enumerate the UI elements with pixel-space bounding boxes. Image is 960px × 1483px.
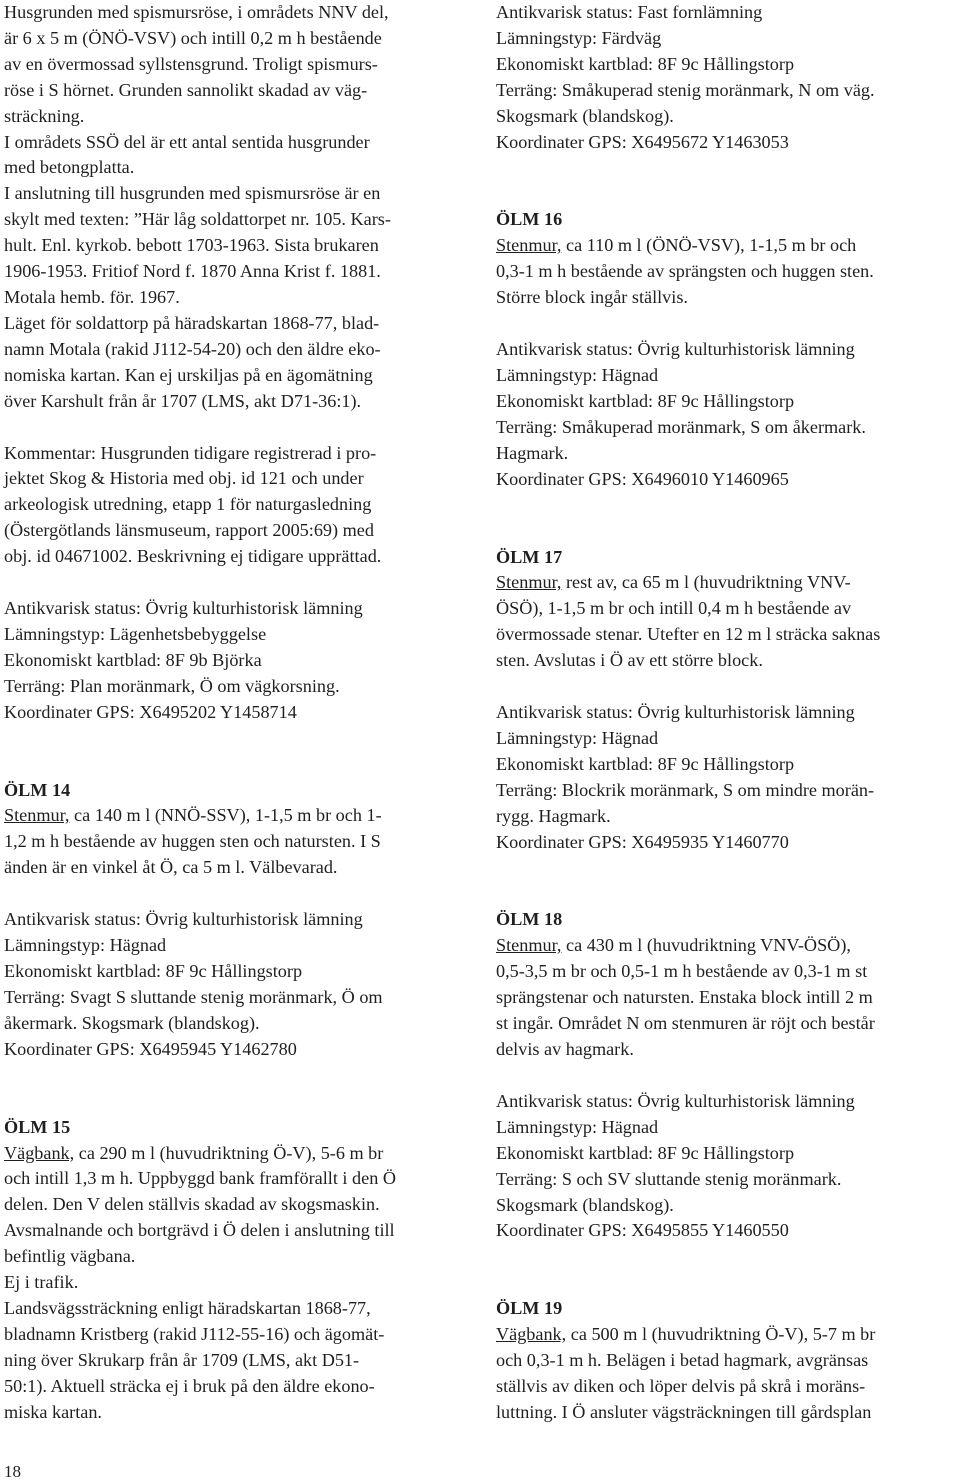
meta-line: Antikvarisk status: Övrig kulturhistorisk lämning	[4, 909, 363, 930]
text-line	[496, 570, 958, 596]
text-line: I anslutning till husgrunden med spismursröse är en	[4, 183, 381, 204]
entry-olm17	[496, 545, 958, 856]
feature-type: Vägbank,	[4, 1142, 75, 1163]
meta-line: Koordinater GPS: X6495945 Y1462780	[4, 1038, 297, 1059]
text-line: delen. Den V delen ställvis skadad av skogsmaskin.	[4, 1194, 380, 1215]
meta-line: Koordinater GPS: X6495855 Y1460550	[496, 1220, 789, 1241]
text-line	[496, 233, 958, 259]
meta-line: Terräng: Blockrik moränmark, S om mindre morän-	[496, 779, 875, 800]
meta-line: Ekonomiskt kartblad: 8F 9c Hållingstorp	[496, 390, 795, 411]
text-fragment: rest av, ca 65 m l (huvudriktning VNV-	[561, 572, 851, 593]
text-line: 1,2 m h bestående av huggen sten och natursten. I S	[4, 831, 381, 852]
text-line: befintlig vägbana.	[4, 1246, 136, 1267]
meta-line: Ekonomiskt kartblad: 8F 9c Hållingstorp	[496, 53, 795, 74]
text-line: ÖSÖ), 1-1,5 m br och intill 0,4 m h bestående av	[496, 598, 852, 619]
meta-line: Skogsmark (blandskog).	[496, 1194, 674, 1215]
text-line: sprängstenar och natursten. Enstaka block intill 2 m	[496, 987, 873, 1008]
entry-heading: ÖLM 16	[496, 209, 563, 230]
meta-line: Lämningstyp: Hägnad	[4, 935, 167, 956]
text-line: över Karshult från år 1707 (LMS, akt D71-36:1).	[4, 390, 362, 411]
text-line: och intill 1,3 m h. Uppbyggd bank framförallt i den Ö	[4, 1168, 396, 1189]
text-line: st ingår. Området N om stenmuren är röjt och består	[496, 1013, 875, 1034]
text-line: röse i S hörnet. Grunden sannolikt skadad av väg-	[4, 79, 368, 100]
text-line: Motala hemb. för. 1967.	[4, 286, 180, 307]
meta-line: Koordinater GPS: X6495672 Y1463053	[496, 131, 789, 152]
text-line: av en övermossad syllstensgrund. Troligt spismurs-	[4, 53, 378, 74]
text-line: 0,3-1 m h bestående av sprängsten och huggen sten.	[496, 261, 874, 282]
intro-description	[4, 0, 459, 415]
text-line: med betongplatta.	[4, 157, 135, 178]
text-line: sten. Avslutas i Ö av ett större block.	[496, 650, 763, 671]
text-line: miska kartan.	[4, 1401, 102, 1422]
meta-line: Koordinater GPS: X6495202 Y1458714	[4, 701, 297, 722]
meta-line: Terräng: S och SV sluttande stenig moränmark.	[496, 1168, 842, 1189]
text-line: ställvis av diken och löper delvis på skrå i moräns-	[496, 1376, 866, 1397]
meta-line: Ekonomiskt kartblad: 8F 9c Hållingstorp	[496, 753, 795, 774]
meta-line: Terräng: Svagt S sluttande stenig moränmark, Ö om	[4, 986, 383, 1007]
meta-line: rygg. Hagmark.	[496, 805, 611, 826]
text-line: skylt med texten: ”Här låg soldattorpet nr. 105. Kars-	[4, 209, 391, 230]
text-line: bladnamn Kristberg (rakid J112-55-16) och ägomät-	[4, 1323, 385, 1344]
entry-olm19	[496, 1296, 958, 1426]
text-fragment: ca 140 m l (NNÖ-SSV), 1-1,5 m br och 1-	[69, 805, 382, 826]
text-line: luttning. I Ö ansluter vägsträckningen till gårdsplan	[496, 1401, 872, 1422]
text-line: 50:1). Aktuell sträcka ej i bruk på den äldre ekono-	[4, 1375, 375, 1396]
meta-line: Ekonomiskt kartblad: 8F 9c Hållingstorp	[496, 1142, 795, 1163]
meta-line: åkermark. Skogsmark (blandskog).	[4, 1012, 260, 1033]
entry-olm14	[4, 778, 459, 1063]
text-line: Husgrunden med spismursröse, i områdets NNV del,	[4, 2, 389, 22]
text-line: Kommentar: Husgrunden tidigare registrerad i pro-	[4, 442, 377, 463]
text-line: (Östergötlands länsmuseum, rapport 2005:69) med	[4, 520, 374, 541]
feature-type: Stenmur,	[4, 805, 70, 826]
text-line: Större block ingår ställvis.	[496, 287, 688, 308]
entry-olm15	[4, 1115, 459, 1426]
text-line	[496, 1322, 958, 1348]
entry-heading: ÖLM 14	[4, 779, 71, 800]
text-line: nomiska kartan. Kan ej urskiljas på en ägomätning	[4, 364, 373, 385]
text-line	[4, 1141, 459, 1167]
meta-block-olm15	[496, 0, 958, 155]
meta-line: Koordinater GPS: X6496010 Y1460965	[496, 468, 789, 489]
text-fragment: ca 110 m l (ÖNÖ-VSV), 1-1,5 m br och	[561, 235, 857, 256]
meta-line: Ekonomiskt kartblad: 8F 9c Hållingstorp	[4, 961, 303, 981]
meta-line: Lämningstyp: Lägenhetsbebyggelse	[4, 623, 267, 644]
text-line: änden är en vinkel åt Ö, ca 5 m l. Välbevarad.	[4, 857, 338, 878]
meta-line: Koordinater GPS: X6495935 Y1460770	[496, 831, 789, 852]
page-number: 18	[4, 1462, 21, 1481]
text-line: 0,5-3,5 m br och 0,5-1 m h bestående av 0,3-1 m st	[496, 961, 868, 982]
meta-line: Hagmark.	[496, 442, 569, 463]
meta-line: Terräng: Småkuperad stenig moränmark, N om väg.	[496, 79, 875, 100]
feature-type: Stenmur,	[496, 235, 562, 256]
entry-heading: ÖLM 15	[4, 1116, 71, 1137]
text-line: och 0,3-1 m h. Belägen i betad hagmark, avgränsas	[496, 1350, 869, 1371]
text-line: delvis av hagmark.	[496, 1039, 634, 1059]
text-line: Läget för soldattorp på häradskartan 1868-77, blad-	[4, 312, 380, 333]
entry-olm16	[496, 207, 958, 492]
right-column	[496, 0, 958, 1426]
text-line: obj. id 04671002. Beskrivning ej tidigare upprättad.	[4, 546, 382, 567]
text-fragment: ca 430 m l (huvudriktning VNV-ÖSÖ),	[561, 935, 851, 956]
meta-line: Lämningstyp: Hägnad	[496, 1116, 659, 1137]
meta-line: Lämningstyp: Färdväg	[496, 27, 662, 48]
entry-heading: ÖLM 17	[496, 546, 563, 567]
text-line: övermossade stenar. Utefter en 12 m l sträcka saknas	[496, 624, 881, 645]
text-line: jektet Skog & Historia med obj. id 121 och under	[4, 468, 364, 489]
meta-line: Terräng: Småkuperad moränmark, S om åkermark.	[496, 416, 866, 437]
text-line	[496, 933, 958, 959]
meta-block-olm13	[4, 596, 459, 726]
text-line: ning över Skrukarp från år 1709 (LMS, akt D51-	[4, 1349, 360, 1370]
entry-heading: ÖLM 19	[496, 1298, 563, 1319]
feature-type: Stenmur,	[496, 572, 562, 593]
meta-line: Antikvarisk status: Övrig kulturhistorisk lämning	[496, 339, 855, 360]
entry-heading: ÖLM 18	[496, 909, 563, 930]
comment-block	[4, 441, 459, 571]
meta-line: Skogsmark (blandskog).	[496, 105, 674, 126]
meta-line: Lämningstyp: Hägnad	[496, 727, 659, 748]
left-column	[4, 0, 459, 1426]
text-line: I områdets SSÖ del är ett antal sentida husgrunder	[4, 131, 370, 152]
text-line: Landsvägssträckning enligt häradskartan 1868-77,	[4, 1297, 371, 1318]
text-line: arkeologisk utredning, etapp 1 för naturgasledning	[4, 494, 372, 515]
meta-line: Antikvarisk status: Fast fornlämning	[496, 2, 763, 22]
text-line: Avsmalnande och bortgrävd i Ö delen i anslutning till	[4, 1220, 395, 1241]
text-line: hult. Enl. kyrkob. bebott 1703-1963. Sista brukaren	[4, 235, 379, 256]
meta-line: Terräng: Plan moränmark, Ö om vägkorsning.	[4, 675, 340, 696]
text-fragment: ca 290 m l (huvudriktning Ö-V), 5-6 m br	[74, 1142, 384, 1163]
feature-type: Vägbank,	[496, 1324, 567, 1345]
text-line: namn Motala (rakid J112-54-20) och den äldre eko-	[4, 338, 381, 359]
feature-type: Stenmur,	[496, 935, 562, 956]
meta-line: Antikvarisk status: Övrig kulturhistorisk lämning	[4, 598, 363, 619]
meta-line: Antikvarisk status: Övrig kulturhistorisk lämning	[496, 702, 855, 723]
meta-line: Lämningstyp: Hägnad	[496, 364, 659, 385]
text-line	[4, 803, 459, 829]
meta-line: Ekonomiskt kartblad: 8F 9b Björka	[4, 649, 262, 670]
text-line: sträckning.	[4, 105, 85, 126]
meta-line: Antikvarisk status: Övrig kulturhistorisk lämning	[496, 1090, 855, 1111]
entry-olm18	[496, 907, 958, 1244]
text-line: 1906-1953. Fritiof Nord f. 1870 Anna Krist f. 1881.	[4, 261, 381, 282]
text-line: Ej i trafik.	[4, 1272, 79, 1293]
text-fragment: ca 500 m l (huvudriktning Ö-V), 5-7 m br	[566, 1324, 876, 1345]
text-line: är 6 x 5 m (ÖNÖ-VSV) och intill 0,2 m h bestående	[4, 27, 382, 48]
